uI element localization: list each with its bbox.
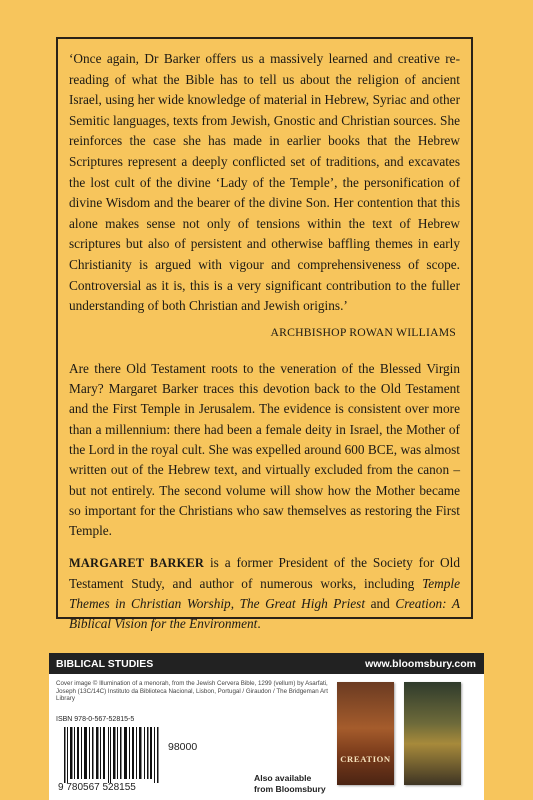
bio-intro: is a former President of the Society for Old Testament Study, and author of numerous works, including: [69, 555, 460, 591]
bio-work-3: Creation: A Biblical Vision for the Environment: [69, 595, 460, 632]
bio-work-2: The Great High Priest: [239, 595, 366, 611]
bio-work-1: Temple Themes in Christian Worship: [69, 575, 460, 611]
publisher-website[interactable]: www.bloomsbury.com: [365, 657, 476, 670]
footer-bar: [49, 653, 484, 674]
cover-credit: Cover image © Illumination of a menorah, from the Jewish Cervera Bible, 1299 (vellum) by Asarfati, Joseph (13C/14C) Instituto da Biblioteca Nacional, Lisbon, Portugal / Giraudon / The Bridgeman Art Library: [56, 680, 328, 703]
book-description: Are there Old Testament roots to the veneration of the Blessed Virgin Mary? Margaret Barker traces this devotion back to the Old Testament and the First Temple in Jerusalem. The evidence is consistent over more than a millennium: there had been a female deity in Israel, the Mother of the Lord in the royal cult. She was expelled around 600 BCE, was almost written out of the Hebrew text, and virtually excluded from the canon – but not entirely. The second volume will show how the Mother became so important for the Christians who saw themselves as restoring the First Temple.: [69, 360, 460, 539]
author-name: MARGARET BARKER: [69, 556, 205, 571]
review-attribution: ARCHBISHOP ROWAN WILLIAMS: [270, 325, 456, 339]
also-available-label: [254, 773, 326, 794]
also-available-line-1: Also available: [254, 773, 312, 783]
bio-sep-1: ,: [230, 595, 240, 611]
book-cover-title: CREATION: [340, 754, 391, 764]
barcode-block: [56, 716, 216, 794]
publisher-footer: [49, 653, 484, 800]
bio-sep-2: and: [365, 595, 396, 611]
price-code: 98000: [168, 741, 198, 753]
book-cover-temple[interactable]: [404, 682, 461, 785]
barcode-digits: 9 780567 528155: [58, 782, 136, 793]
isbn-label: ISBN 978-0-567-52815-5: [56, 716, 135, 723]
review-box: [56, 37, 473, 632]
bio-end: .: [257, 616, 261, 632]
author-bio: [69, 553, 460, 634]
barcode-icon: [64, 727, 164, 783]
category-label: BIBLICAL STUDIES: [56, 657, 154, 670]
review-quote: ‘Once again, Dr Barker offers us a massively learned and creative re-reading of what the Bible has to tell us about the religion of ancient Israel, using her wide knowledge of material in Hebrew, Syriac and other Semitic languages, texts from Jewish, Gnostic and Christian sources. She reinforces the case she has made in earlier books that the Hebrew Scriptures represent a deeply conflicted set of traditions, and excavates the lost cult of the divine ‘Lady of the Temple’, the personification of divine Wisdom and the bearer of the divine Son. Her contention that this alone makes sense not only of tensions within the text of Hebrew scriptures but also of persistent and otherwise baffling themes in early Christianity is argued with vigour and comprehensiveness of scope. Controversial as it is, this is a very significant contribution to the fuller understanding of both Christian and Jewish origins.’: [69, 51, 460, 314]
also-available-line-2: from Bloomsbury: [254, 783, 326, 794]
book-cover-creation[interactable]: [337, 682, 394, 785]
